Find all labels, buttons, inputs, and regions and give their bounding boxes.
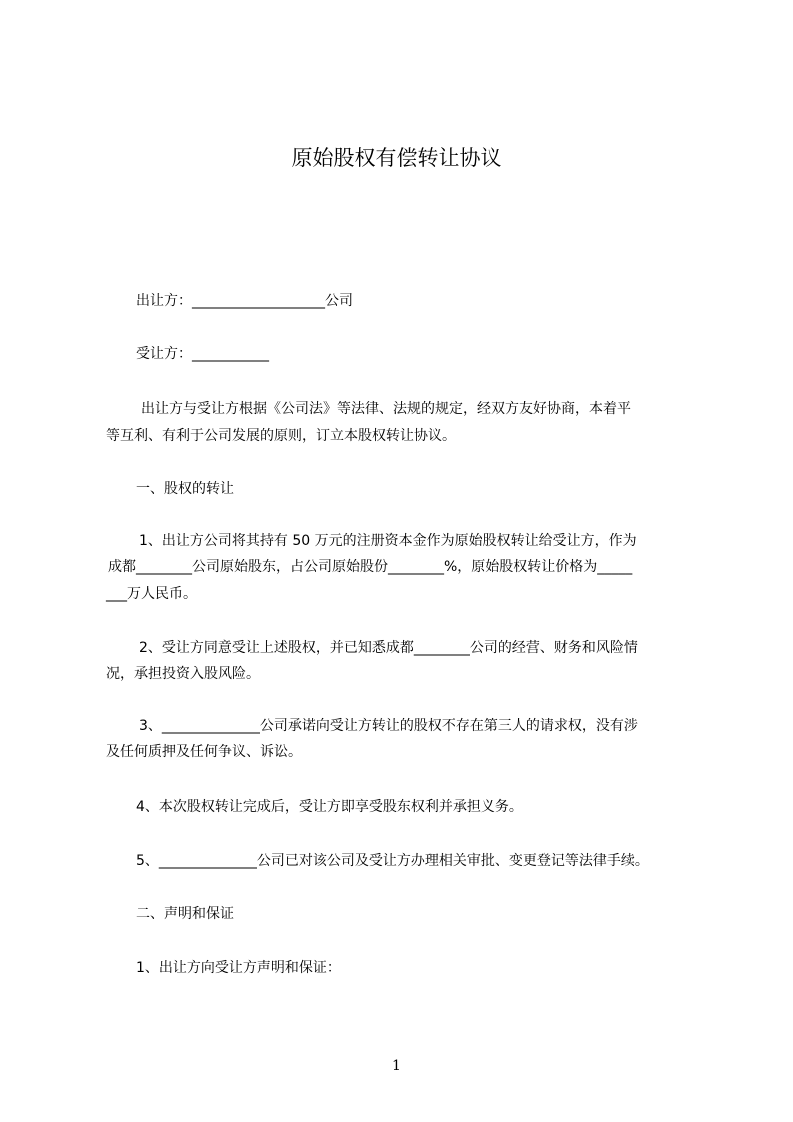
page-number: 1	[392, 1058, 401, 1074]
clause1-5: 5、______________公司已对该公司及受让方办理相关审批、变更登记等法律手续。	[136, 853, 649, 869]
clause1-1-line-1: 1、出让方公司将其持有 50 万元的注册资本金作为原始股权转让给受让方，作为	[139, 533, 637, 549]
clause1-2-line-1: 2、受让方同意受让上述股权，并已知悉成都________公司的经营、财务和风险情	[139, 640, 638, 656]
clause1-4: 4、本次股权转让完成后，受让方即享受股东权利并承担义务。	[136, 799, 523, 815]
clause2-1: 1、出让方向受让方声明和保证：	[136, 960, 341, 976]
document-title: 原始股权有偿转让协议	[291, 146, 502, 170]
transferee-line: 受让方：___________	[136, 346, 269, 362]
clause1-1-line-3: ___万人民币。	[106, 586, 197, 602]
preamble-line-2: 等互利、有利于公司发展的原则，订立本股权转让协议。	[106, 428, 456, 444]
preamble-line-1: 出让方与受让方根据《公司法》等法律、法规的规定，经双方友好协商，本着平	[141, 401, 631, 417]
clause1-2-line-2: 况，承担投资入股风险。	[106, 666, 260, 682]
section1-heading: 一、股权的转让	[136, 481, 234, 497]
clause1-1-line-2: 成都________公司原始股东，占公司原始股份________%，原始股权转让价格为_____	[108, 559, 633, 575]
section2-heading: 二、声明和保证	[136, 906, 234, 922]
clause1-3-line-2: 及任何质押及任何争议、诉讼。	[106, 744, 302, 760]
transferor-line: 出让方：___________________公司	[136, 293, 353, 309]
clause1-3-line-1: 3、______________公司承诺向受让方转让的股权不存在第三人的请求权，没有涉	[139, 718, 638, 734]
